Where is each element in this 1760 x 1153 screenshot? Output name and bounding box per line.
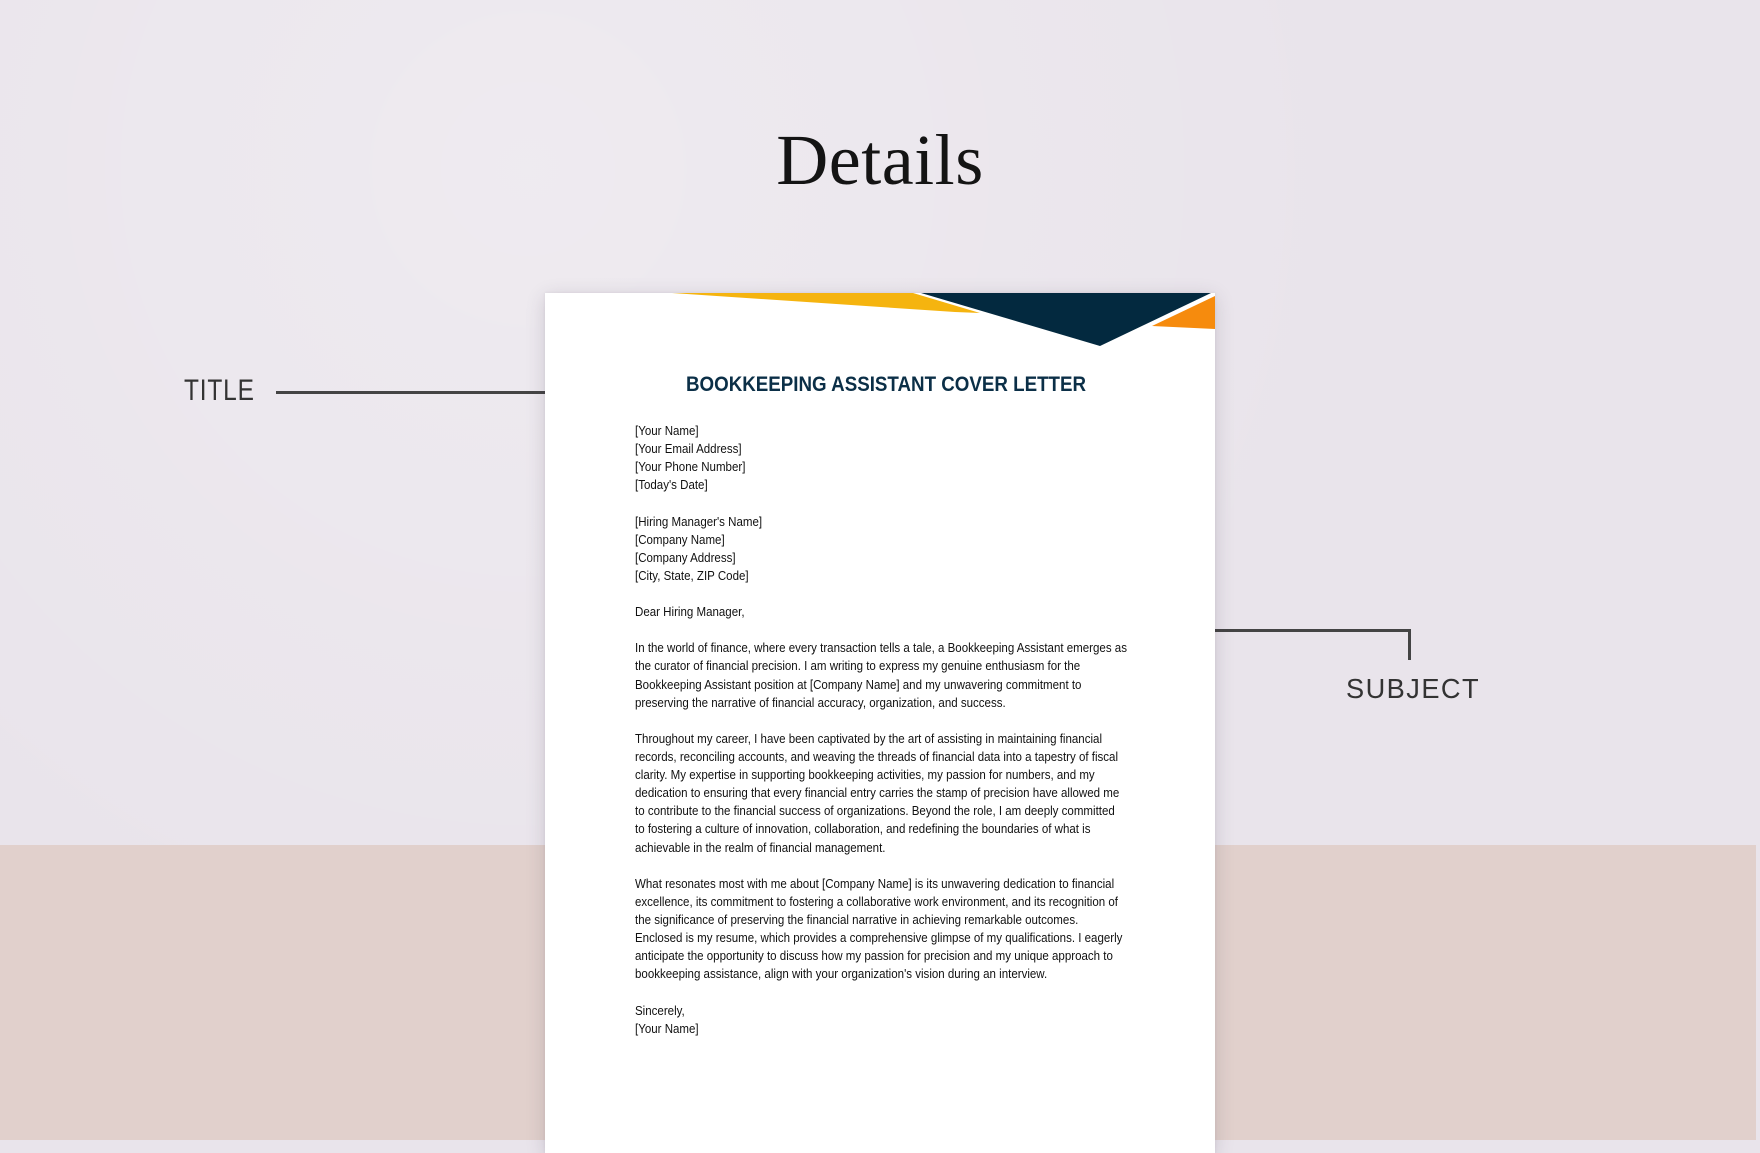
paragraph-line: excellence, its commitment to fostering a collaborative work environment, and its recognition of: [635, 893, 1118, 909]
paragraph-2: [635, 730, 1155, 857]
subject-callout-label: SUBJECT: [1346, 673, 1481, 704]
header-decoration: [545, 293, 1215, 353]
paragraph-3: [635, 875, 1155, 984]
cover-letter-document: [545, 293, 1215, 1153]
paragraph-line: to contribute to the financial success of organizations. Beyond the role, I am deeply committed: [635, 803, 1115, 819]
signature: [Your Name]: [635, 1020, 699, 1036]
paragraph-line: preserving the narrative of financial accuracy, organization, and success.: [635, 694, 1006, 710]
paragraph-line: In the world of finance, where every transaction tells a tale, a Bookkeeping Assistant emerges as: [635, 640, 1127, 656]
paragraph-line: Throughout my career, I have been captivated by the art of assisting in maintaining financial: [635, 730, 1103, 746]
subject-callout-line-vertical: [1408, 629, 1411, 660]
paragraph-line: to fostering a culture of innovation, collaboration, and redefining the boundaries of what is: [635, 821, 1091, 837]
recipient-address: [Company Address]: [635, 549, 736, 565]
sender-block: [635, 422, 1155, 494]
salutation: Dear Hiring Manager,: [635, 604, 745, 620]
paragraph-line: records, reconciling accounts, and weaving the threads of financial data into a tapestry of fiscal: [635, 748, 1119, 764]
paragraph-line: What resonates most with me about [Company Name] is its unwavering dedication to financial: [635, 875, 1115, 891]
document-title: BOOKKEEPING ASSISTANT COVER LETTER: [686, 373, 1087, 396]
paragraph-line: bookkeeping assistance, align with your organization's vision during an interview.: [635, 966, 1048, 982]
closing: Sincerely,: [635, 1002, 685, 1018]
sender-name: [Your Name]: [635, 423, 699, 438]
recipient-company: [Company Name]: [635, 531, 725, 547]
paragraph-line: dedication to ensuring that every financial entry carries the stamp of precision have allowed me: [635, 785, 1120, 801]
paragraph-line: anticipate the opportunity to discuss how my passion for precision and my unique approach to: [635, 948, 1113, 964]
paragraph-line: the significance of preserving the financial narrative in achieving remarkable outcomes.: [635, 911, 1079, 927]
recipient-block: [635, 513, 1155, 585]
paragraph-line: the curator of financial precision. I am writing to express my genuine enthusiasm for the: [635, 658, 1081, 674]
recipient-city: [City, State, ZIP Code]: [635, 567, 749, 583]
letter-date: [Today's Date]: [635, 477, 708, 493]
paragraph-line: Enclosed is my resume, which provides a comprehensive glimpse of my qualifications. I eagerly: [635, 930, 1123, 946]
paragraph-line: clarity. My expertise in supporting bookkeeping activities, my passion for numbers, and my: [635, 767, 1095, 783]
letter-body: [635, 422, 1155, 1038]
background-edge-strip: [1756, 845, 1760, 1140]
sender-phone: [Your Phone Number]: [635, 459, 746, 475]
page-heading: Details: [776, 120, 984, 200]
title-callout-label: TITLE: [184, 374, 255, 407]
paragraph-1: [635, 639, 1155, 711]
recipient-name: [Hiring Manager's Name]: [635, 513, 763, 529]
paragraph-line: Bookkeeping Assistant position at [Company Name] and my unwavering commitment to: [635, 676, 1082, 692]
paragraph-line: achievable in the realm of financial management.: [635, 839, 886, 855]
sender-email: [Your Email Address]: [635, 441, 742, 457]
